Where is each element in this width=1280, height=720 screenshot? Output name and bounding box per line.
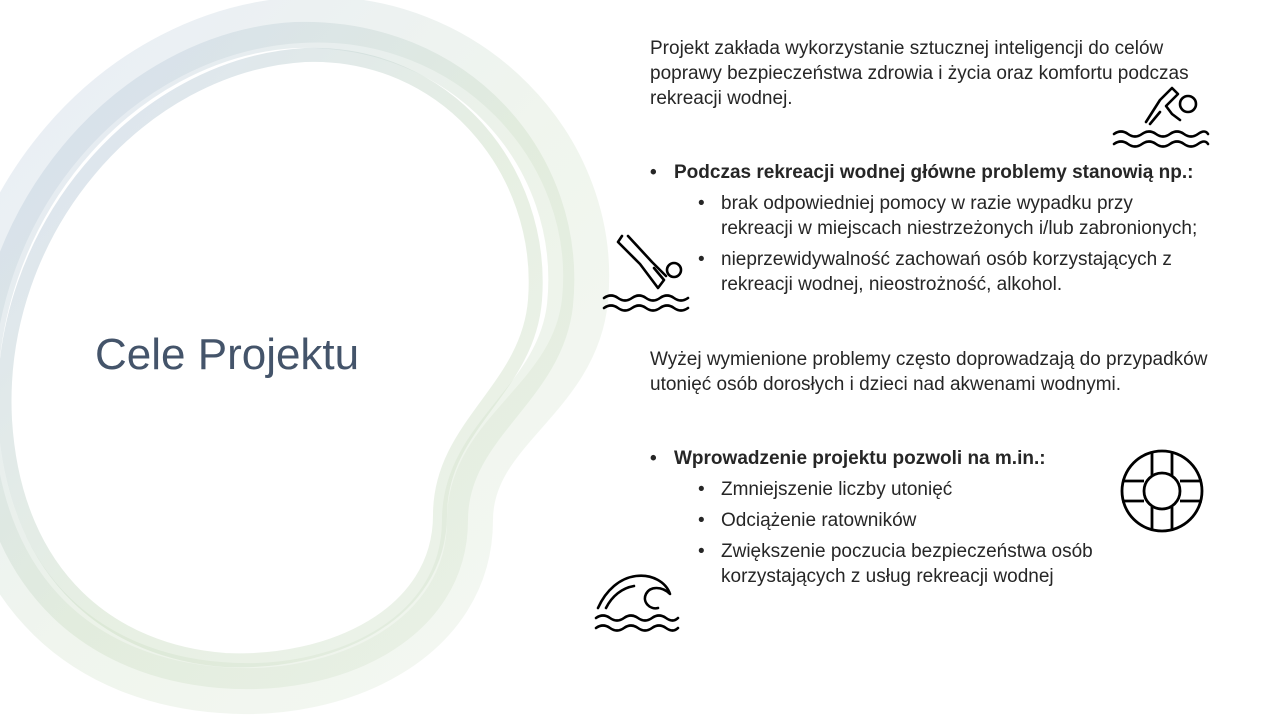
slide-title: Cele Projektu bbox=[95, 330, 360, 379]
problems-heading: • Podczas rekreacji wodnej główne problemy stanowią np.: bbox=[650, 160, 1240, 185]
problem-item: • nieprzewidywalność zachowań osób korzystających z rekreacji wodnej, nieostrożność, alkohol. bbox=[650, 247, 1221, 297]
benefit-item: • Zmniejszenie liczby utonięć bbox=[650, 477, 1240, 502]
consequence-paragraph: Wyżej wymienione problemy często doprowadzają do przypadków utonięć osób dorosłych i dzieci nad akwenami wodnymi. bbox=[650, 349, 1208, 395]
benefit-item: • Odciążenie ratowników bbox=[650, 508, 1240, 533]
lifebuoy-icon bbox=[1116, 448, 1208, 534]
problems-section bbox=[650, 160, 1240, 297]
wave-icon bbox=[592, 566, 680, 634]
benefit-item: • Zwiększenie poczucia bezpieczeństwa osób korzystających z usług rekreacji wodnej bbox=[650, 539, 1181, 589]
intro-paragraph: Projekt zakłada wykorzystanie sztucznej inteligencji do celów poprawy bezpieczeństwa zdrowia i życia oraz komfortu podczas rekreacji wodnej. bbox=[650, 38, 1189, 109]
benefits-heading: • Wprowadzenie projektu pozwoli na m.in.: bbox=[650, 446, 1240, 471]
diver-icon bbox=[600, 232, 696, 318]
swimmer-icon bbox=[1108, 82, 1212, 150]
problem-item: • brak odpowiedniej pomocy w razie wypadku przy rekreacji w miejscach niestrzeżonych i/lub zabronionych; bbox=[650, 191, 1201, 241]
